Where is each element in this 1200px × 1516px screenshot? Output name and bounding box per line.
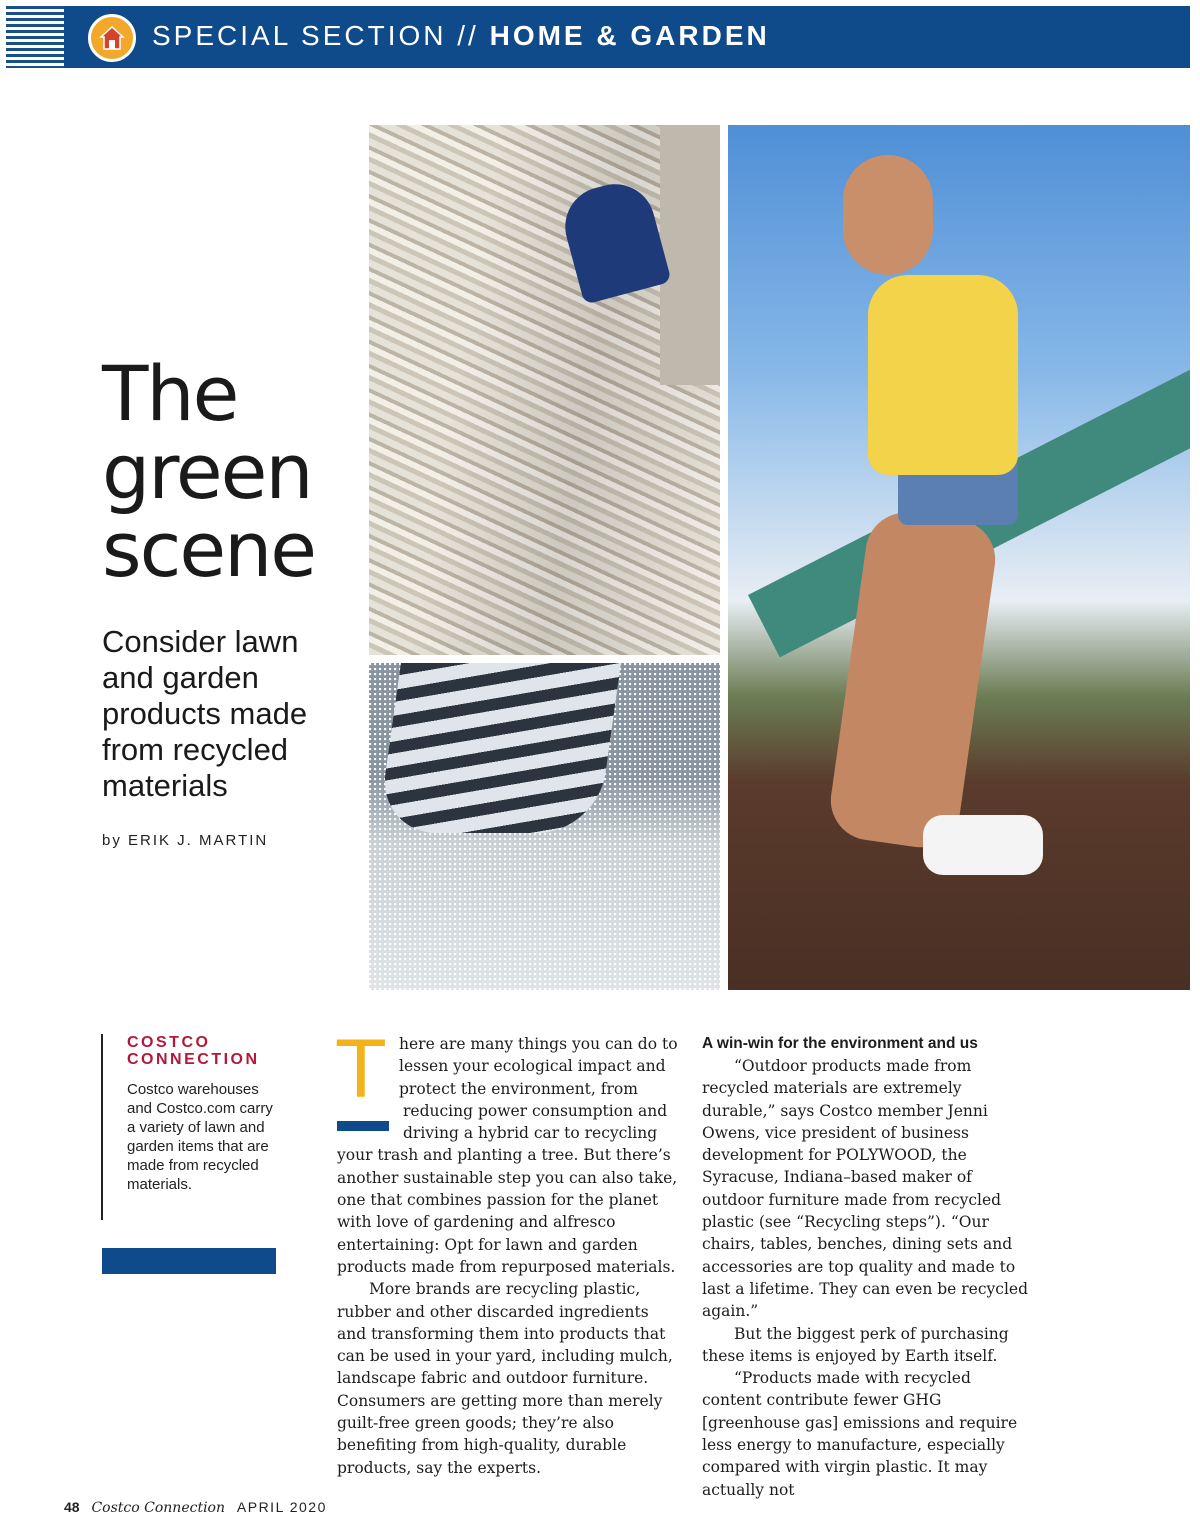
sidebar-body: Costco warehouses and Costco.com carry a variety of lawn and garden items that are made from recycled materials. — [127, 1081, 273, 1193]
section-name: HOME & GARDEN — [489, 20, 770, 51]
article-dek: Consider lawn and garden products made from recycled materials — [102, 624, 308, 803]
magazine-name: Costco Connection — [91, 1500, 225, 1516]
recycling-plant-photo — [369, 125, 720, 655]
girl-on-playground-photo — [728, 125, 1190, 990]
issue-date: APRIL 2020 — [236, 1499, 327, 1515]
page-footer — [64, 1499, 327, 1516]
body-column-1 — [337, 1026, 679, 1479]
section-title — [152, 20, 770, 52]
body-column-2 — [702, 1033, 1034, 1501]
sidebar-accent-bar — [102, 1248, 276, 1274]
drop-cap: T — [337, 1026, 385, 1116]
subhead: A win-win for the environment and us — [702, 1035, 978, 1052]
header-stripes — [6, 6, 64, 68]
sidebar-title: COSTCO CONNECTION — [127, 1034, 260, 1068]
body-paragraph-3: “Outdoor products made from recycled materials are extremely durable,” says Costco member Jenni Owens, vice president of business development for POLYWOOD, the Syracuse, Indiana–based maker of outdoor furniture made from recycled plastic (see “Recycling steps”). “Our chairs, tables, benches, dining sets and accessories are top quality and made to last a lifetime. They can even be recycled again.” — [702, 1057, 1029, 1321]
section-label: SPECIAL SECTION // — [152, 20, 479, 51]
body-paragraph-5: “Products made with recycled content contribute fewer GHG [greenhouse gas] emissions and require less energy to manufacture, especially compared with virgin plastic. It may actually not — [702, 1369, 1018, 1499]
plastic-pellets-photo — [369, 663, 720, 990]
body-paragraph-4: But the biggest perk of purchasing these items is enjoyed by Earth itself. — [702, 1324, 1009, 1365]
page-number: 48 — [64, 1499, 80, 1515]
byline: by ERIK J. MARTIN — [102, 832, 269, 849]
body-paragraph-1: here are many things you can do to lessen your ecological impact and protect the environment, from reducing power consumption and driving a hybrid car to recycling your trash and planting a tree. But there’s another sustainable step you can also take, one that combines passion for the planet with love of gardening and alfresco entertaining: Opt for lawn and garden products made from repurposed materials. — [337, 1035, 678, 1276]
article-headline: The green scene — [102, 349, 316, 594]
body-paragraph-2: More brands are recycling plastic, rubber and other discarded ingredients and transforming them into products that can be used in your yard, including mulch, landscape fabric and outdoor furniture. Consumers are getting more than merely guilt-free green goods; they’re also benefiting from high-quality, durable products, say the experts. — [337, 1280, 673, 1477]
drop-cap-rule — [337, 1121, 389, 1131]
house-icon — [88, 14, 136, 62]
costco-connection-sidebar — [101, 1034, 281, 1220]
